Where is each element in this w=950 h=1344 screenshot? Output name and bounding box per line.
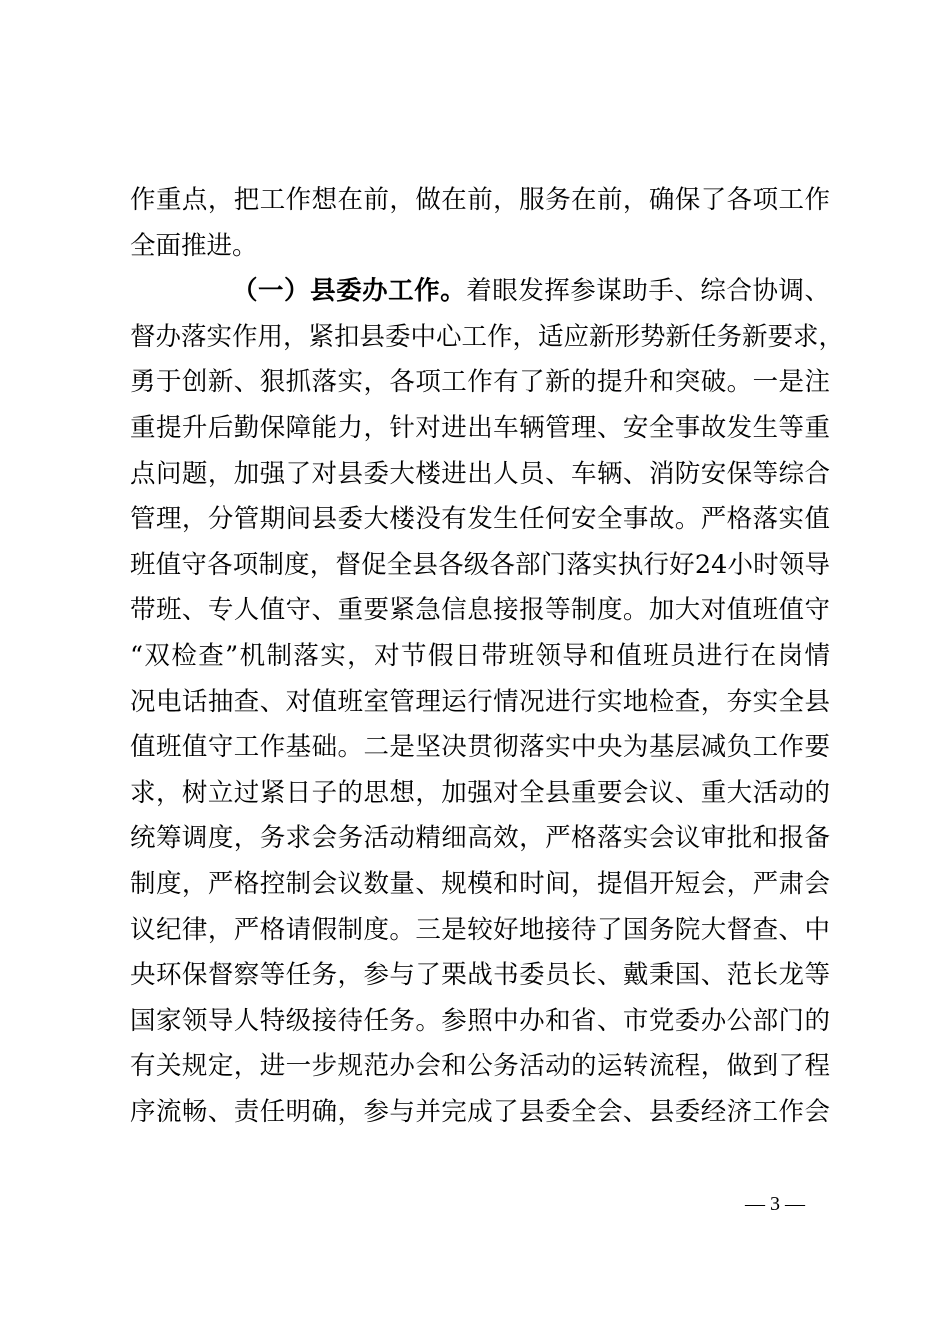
page-number: — 3 — [745,1193,805,1215]
text-line: 勇于创新、狠抓落实，各项工作有了新的提升和突破。一是注 [130,367,830,398]
section-heading: （一）县委办工作。 [232,276,467,307]
text-line: 带班、专人值守、重要紧急信息接报等制度。加大对值班值守 [130,595,830,626]
body-text [130,178,845,1135]
text-line: “双检查”机制落实，对节假日带班领导和值班员进行在岗情 [130,640,830,671]
text-line: 管理，分管期间县委大楼没有发生任何安全事故。严格落实值 [130,504,830,535]
text-line: 班值守各项制度，督促全县各级各部门落实执行好24小时领导 [130,549,830,580]
text-line: 重提升后勤保障能力，针对进出车辆管理、安全事故发生等重 [130,412,830,443]
section-first-line [130,269,830,315]
section-first-line-text: 着眼发挥参谋助手、综合协调、 [466,276,830,307]
text-line: 有关规定，进一步规范办会和公务活动的运转流程，做到了程 [130,1051,830,1082]
text-line: 央环保督察等任务，参与了栗战书委员长、戴秉国、范长龙等 [130,960,830,991]
text-line: 议纪律，严格请假制度。三是较好地接待了国务院大督查、中 [130,914,830,945]
text-line: 督办落实作用，紧扣县委中心工作，适应新形势新任务新要求， [130,321,845,352]
text-line: 求，树立过紧日子的思想，加强对全县重要会议、重大活动的 [130,777,830,808]
text-line: 制度，严格控制会议数量、规模和时间，提倡开短会，严肃会 [130,868,830,899]
text-line: 序流畅、责任明确，参与并完成了县委全会、县委经济工作会 [130,1096,830,1127]
text-line: 点问题，加强了对县委大楼进出人员、车辆、消防安保等综合 [130,458,830,489]
text-line: 值班值守工作基础。二是坚决贯彻落实中央为基层减负工作要 [130,732,830,763]
text-line: 况电话抽查、对值班室管理运行情况进行实地检查，夯实全县 [130,686,830,717]
text-line: 统筹调度，务求会务活动精细高效，严格落实会议审批和报备 [130,823,830,854]
text-line: 作重点，把工作想在前，做在前，服务在前，确保了各项工作 [130,185,830,215]
text-line: 国家领导人特级接待任务。参照中办和省、市党委办公部门的 [130,1005,830,1036]
text-line: 全面推进。 [130,230,258,261]
